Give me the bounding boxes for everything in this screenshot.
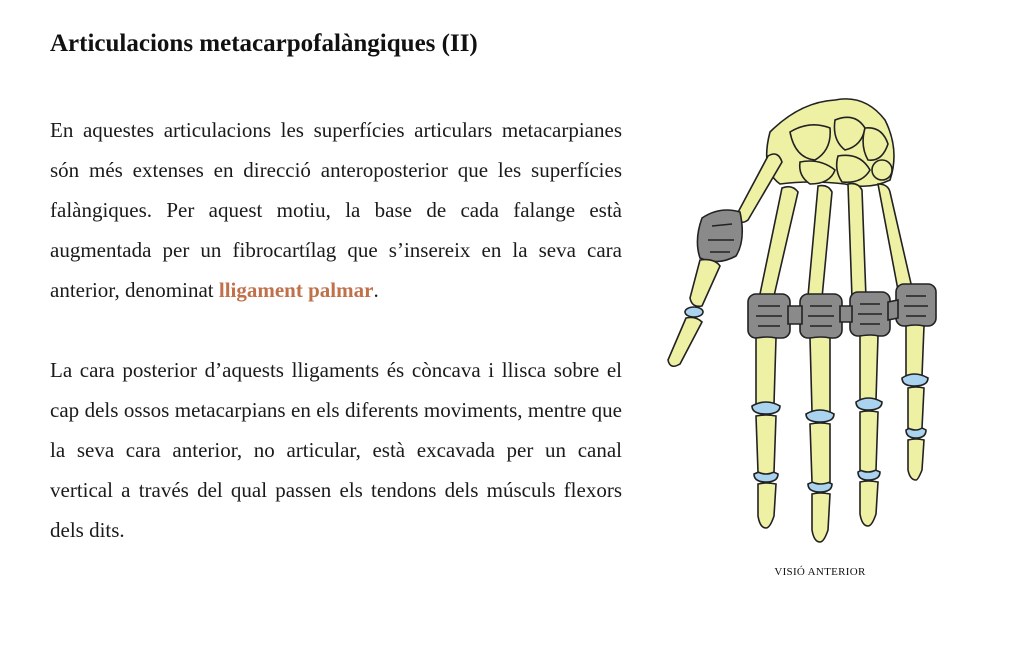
figure-caption: VISIÓ ANTERIOR — [774, 566, 866, 578]
paragraph-1-text: En aquestes articulacions les superfícies articulars metacarpianes són més extenses en direcció anteroposterior que les superfícies falàngiques. Per aquest motiu, la base de cada falange està augmentada per un fibrocartílag que s’insereix en la seva cara anterior, denominat — [50, 118, 622, 302]
paragraph-1-end: . — [373, 278, 379, 302]
paragraph-2: La cara posterior d’aquests lligaments és còncava i llisca sobre el cap dels ossos metacarpians en els diferents moviments, mentre que la seva cara anterior, no articular, està excavada per un canal vertical a través del qual passen els tendons dels músculs flexors dels dits. — [50, 358, 622, 542]
distal-phalanges — [758, 439, 924, 542]
carpal-bones — [767, 99, 894, 186]
hand-skeleton-illustration — [650, 80, 980, 600]
page-title: Articulacions metacarpofalàngiques (II) — [50, 30, 478, 57]
text-column — [50, 110, 622, 550]
metacarpal-bones — [760, 184, 912, 301]
palmar-ligament-term: lligament palmar — [218, 278, 374, 302]
paragraph-1 — [50, 110, 622, 310]
articular-cartilages — [752, 374, 928, 492]
middle-phalanges — [756, 387, 924, 484]
